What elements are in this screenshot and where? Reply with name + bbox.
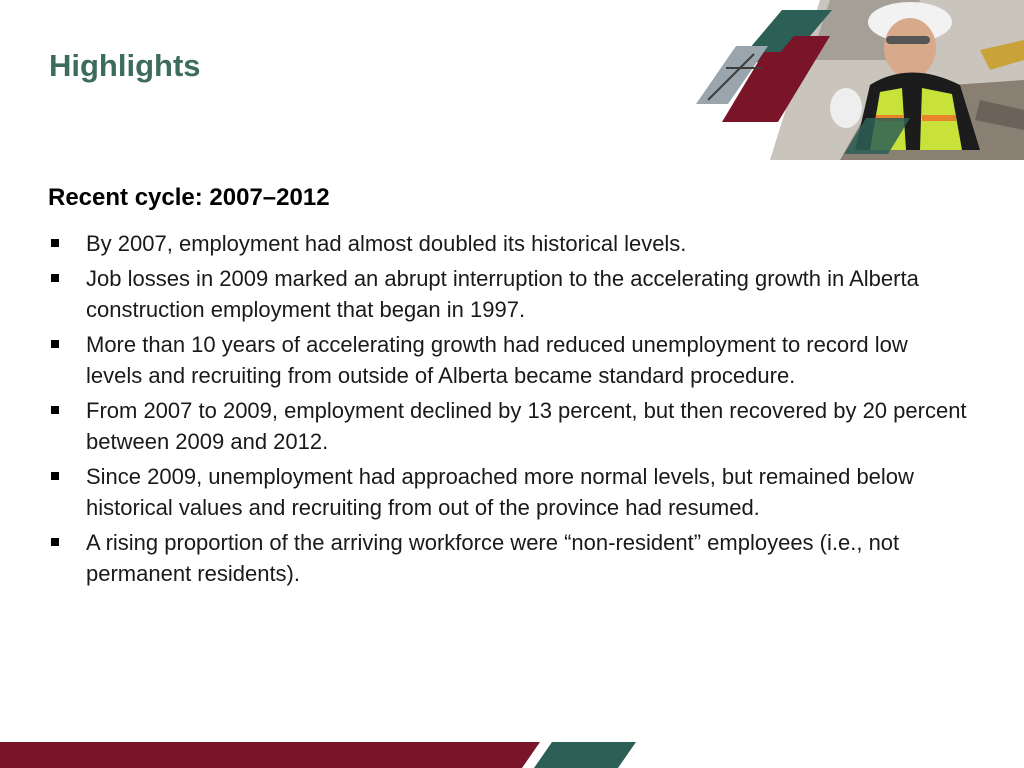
square-bullet-icon: [51, 406, 59, 414]
footer-teal-bar: [534, 742, 636, 768]
slide-title: Highlights: [49, 48, 201, 83]
bullet-text: From 2007 to 2009, employment declined by 13 percent, but then recovered by 20 percent between 2009 and 2012.: [86, 398, 967, 454]
bullet-item: [48, 263, 968, 325]
bullet-item: [48, 461, 968, 523]
bullet-item: [48, 329, 968, 391]
footer-maroon-bar: [0, 742, 540, 768]
bullet-item: [48, 228, 968, 259]
bullet-text: Job losses in 2009 marked an abrupt interruption to the accelerating growth in Alberta construction employment that began in 1997.: [86, 266, 919, 322]
bullet-text: By 2007, employment had almost doubled its historical levels.: [86, 231, 687, 256]
bullet-text: Since 2009, unemployment had approached more normal levels, but remained below historical values and recruiting from out of the province had resumed.: [86, 464, 914, 520]
construction-photo-banner: [670, 0, 1024, 160]
bullet-text: More than 10 years of accelerating growth had reduced unemployment to record low levels and recruiting from outside of Alberta became standard procedure.: [86, 332, 908, 388]
bullet-text: A rising proportion of the arriving workforce were “non-resident” employees (i.e., not permanent residents).: [86, 530, 900, 586]
square-bullet-icon: [51, 538, 59, 546]
section-subtitle: Recent cycle: 2007–2012: [48, 184, 330, 211]
square-bullet-icon: [51, 239, 59, 247]
bullet-list: [48, 228, 968, 593]
square-bullet-icon: [51, 340, 59, 348]
square-bullet-icon: [51, 472, 59, 480]
footer-stripe: [0, 742, 1024, 768]
bullet-item: [48, 527, 968, 589]
bullet-item: [48, 395, 968, 457]
square-bullet-icon: [51, 274, 59, 282]
